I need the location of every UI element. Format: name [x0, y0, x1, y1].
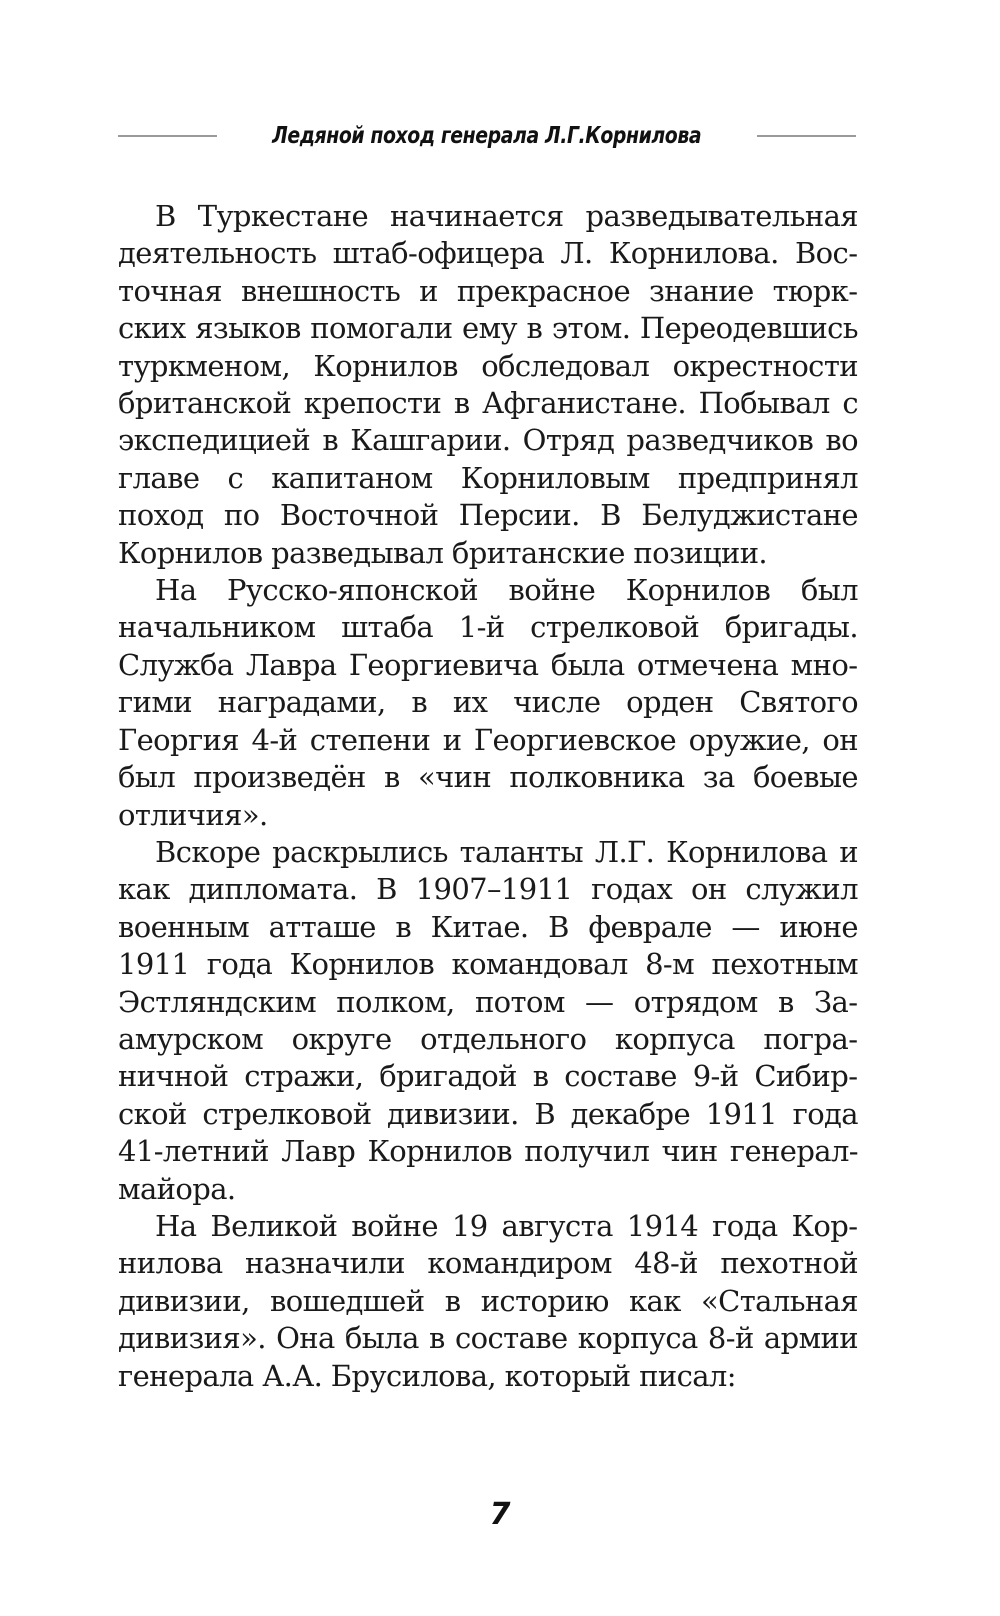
header-rule-left [118, 135, 217, 137]
paragraph-russo-japanese-war: На Русско-японской войне Корнилов был начальником штаба 1-й стрелковой бригады. Служба Лавра Георгиевича была отмечена многими наградами, в их числе орден Святого Георгия 4-й степени и Георгиевское оружие, он был произведён в «чин полковника за боевые отличия». [118, 573, 858, 832]
paragraph-turkestan: В Туркестане начинается разведывательная деятельность штаб-офицера Л. Корнилова. Восточная внешность и прекрасное знание тюркских языков помогали ему в этом. Переодевшись туркменом, Корнилов обследовал окрестности британской крепости в Афганистане. Побывал с экспедицией в Кашгарии. Отряд разведчиков во главе с капитаном Корниловым предпринял поход по Восточной Персии. В Белуджистане Корнилов разведывал британские позиции. [118, 199, 858, 570]
paragraph-great-war: На Великой войне 19 августа 1914 года Корнилова назначили командиром 48-й пехотной дивизии, вошедшей в историю как «Стальная дивизия». Она была в составе корпуса 8-й армии генерала А.А. Брусилова, который писал: [118, 1208, 858, 1393]
running-head [118, 112, 856, 160]
header-rule-right [757, 135, 856, 137]
running-head-title: Ледяной поход генерала Л.Г.Корнилова [272, 123, 702, 149]
body-text [118, 198, 858, 1395]
page-number: 7 [489, 1497, 511, 1532]
paragraph-diplomat: Вскоре раскрылись таланты Л.Г. Корнилова и как дипломата. В 1907–1911 годах он служил военным атташе в Китае. В феврале — июне 1911 года Корнилов командовал 8-м пехотным Эстляндским полком, потом — отрядом в Заамурском округе отдельного корпуса пограничной стражи, бригадой в составе 9-й Сибирской стрелковой дивизии. В декабре 1911 года 41-летний Лавр Корнилов получил чин генерал-майора. [118, 834, 858, 1206]
